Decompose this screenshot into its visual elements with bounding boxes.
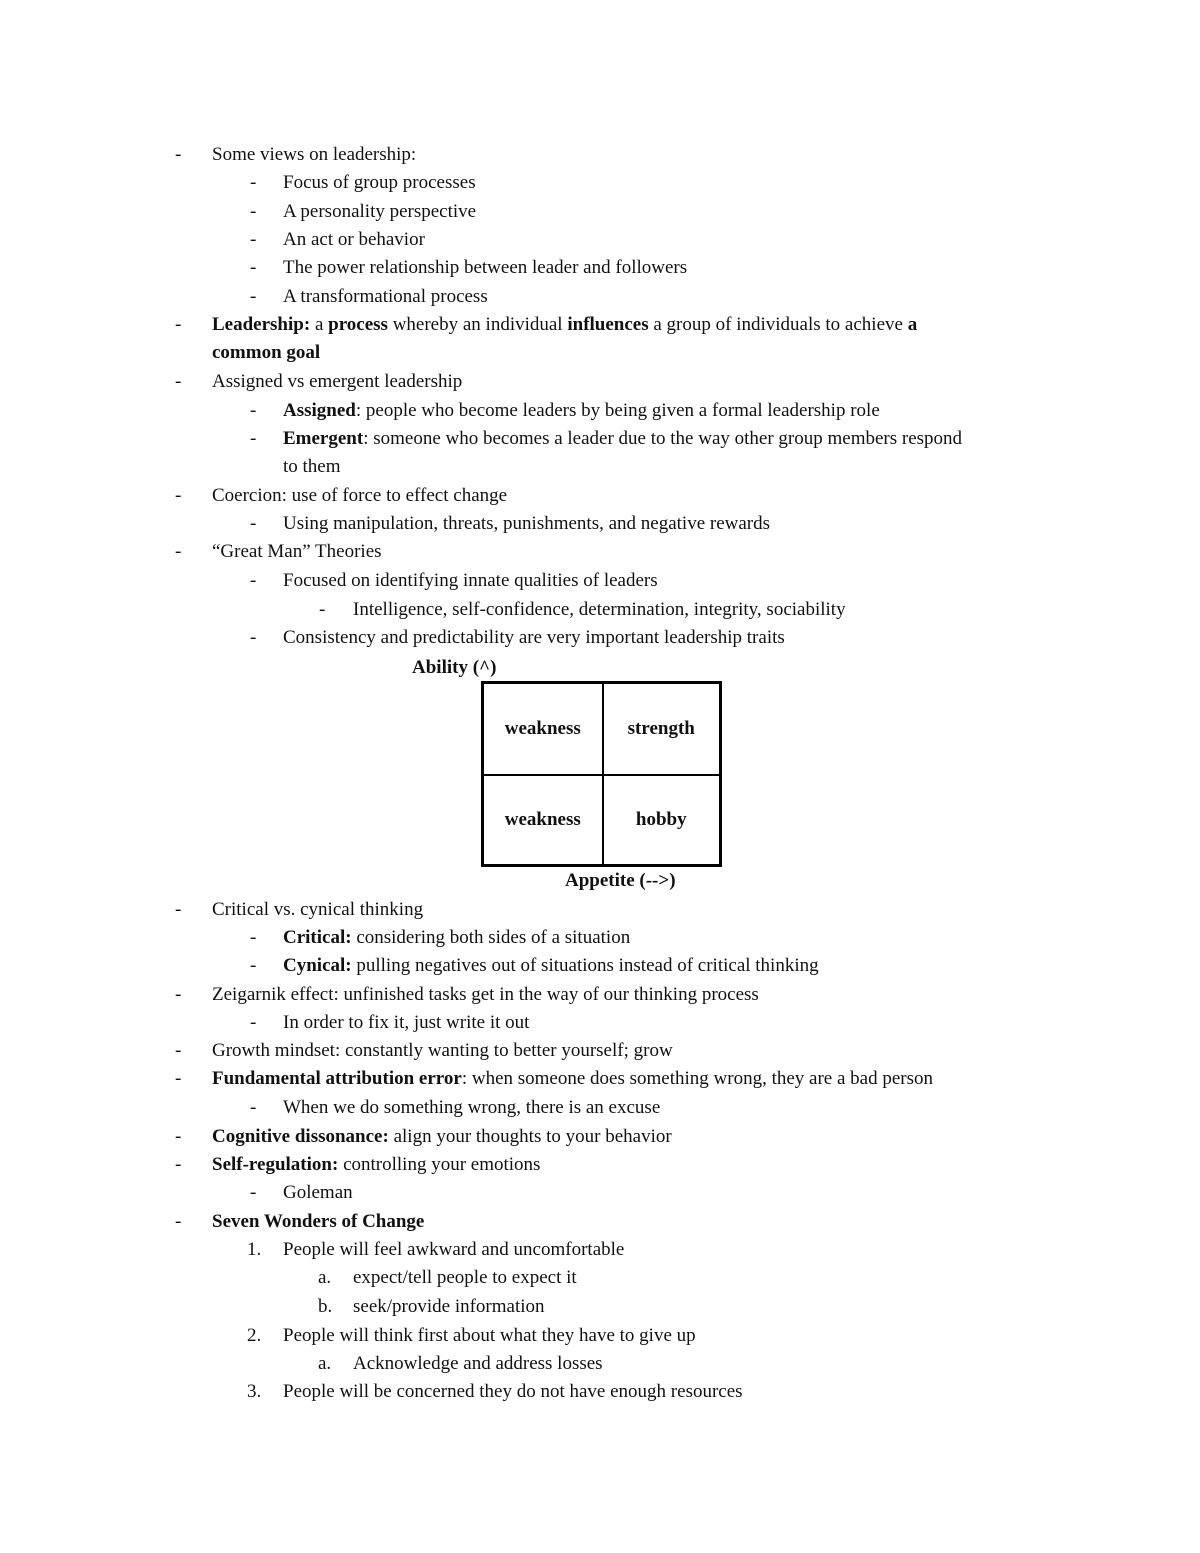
bullet-dash: - [175, 541, 182, 562]
list-letter: a. [318, 1267, 332, 1288]
bullet-dash: - [175, 984, 182, 1005]
bullet-dash: - [250, 513, 257, 534]
list-item: Critical: considering both sides of a situation [283, 927, 631, 948]
bullet-dash: - [319, 599, 326, 620]
list-item: expect/tell people to expect it [353, 1267, 577, 1288]
bullet-dash: - [175, 1126, 182, 1147]
list-item: Consistency and predictability are very important leadership traits [283, 627, 785, 648]
bullet-dash: - [250, 1012, 257, 1033]
list-letter: a. [318, 1353, 332, 1374]
list-item: People will think first about what they have to give up [283, 1325, 696, 1346]
term: process [328, 314, 388, 335]
list-item: An act or behavior [283, 229, 425, 250]
list-item: People will feel awkward and uncomfortable [283, 1239, 625, 1260]
bullet-dash: - [250, 201, 257, 222]
list-item: When we do something wrong, there is an excuse [283, 1097, 661, 1118]
list-item: The power relationship between leader and followers [283, 257, 688, 278]
list-item: Seven Wonders of Change [212, 1211, 425, 1232]
list-item: Intelligence, self-confidence, determination, integrity, sociability [353, 599, 846, 620]
bullet-dash: - [250, 1097, 257, 1118]
list-item: People will be concerned they do not have enough resources [283, 1381, 743, 1402]
bullet-dash: - [250, 229, 257, 250]
bullet-dash: - [250, 428, 257, 449]
list-item: In order to fix it, just write it out [283, 1012, 530, 1033]
matrix-cell: weakness [504, 718, 581, 739]
bullet-dash: - [175, 899, 182, 920]
bullet-dash: - [250, 927, 257, 948]
term: influences [567, 314, 649, 335]
list-item: “Great Man” Theories [212, 541, 382, 562]
bullet-dash: - [175, 1068, 182, 1089]
list-item: Using manipulation, threats, punishments, and negative rewards [283, 513, 771, 534]
bullet-dash: - [250, 286, 257, 307]
list-item: Coercion: use of force to effect change [212, 485, 508, 506]
list-number: 3. [247, 1381, 262, 1402]
list-item: seek/provide information [353, 1296, 545, 1317]
matrix-cell: strength [602, 684, 720, 774]
list-item: Assigned: people who become leaders by being given a formal leadership role [283, 400, 880, 421]
list-item: Emergent: someone who becomes a leader due to the way other group members respond [283, 428, 963, 449]
bullet-dash: - [175, 1040, 182, 1061]
list-number: 2. [247, 1325, 262, 1346]
list-item: Critical vs. cynical thinking [212, 899, 424, 920]
list-item: Self-regulation: controlling your emotions [212, 1154, 541, 1175]
matrix-x-label: Appetite (-->) [565, 870, 676, 891]
list-item: A personality perspective [283, 201, 477, 222]
bullet-dash: - [175, 485, 182, 506]
matrix-cell: hobby [602, 774, 720, 864]
leadership-definition-cont: common goal [212, 342, 321, 363]
list-item: A transformational process [283, 286, 488, 307]
matrix-cell: weakness [484, 774, 602, 864]
ability-appetite-matrix [481, 681, 722, 867]
bullet-dash: - [175, 371, 182, 392]
list-item: Focused on identifying innate qualities of leaders [283, 570, 658, 591]
list-item: Focus of group processes [283, 172, 476, 193]
list-item: Growth mindset: constantly wanting to better yourself; grow [212, 1040, 673, 1061]
list-item: Assigned vs emergent leadership [212, 371, 463, 392]
list-letter: b. [318, 1296, 333, 1317]
bullet-dash: - [250, 570, 257, 591]
bullet-dash: - [175, 1154, 182, 1175]
list-item: Acknowledge and address losses [353, 1353, 603, 1374]
bullet-dash: - [175, 1211, 182, 1232]
list-item: Fundamental attribution error: when someone does something wrong, they are a bad person [212, 1068, 933, 1089]
bullet-dash: - [250, 955, 257, 976]
list-item: Zeigarnik effect: unfinished tasks get in the way of our thinking process [212, 984, 759, 1005]
bullet-dash: - [175, 144, 182, 165]
list-item: Goleman [283, 1182, 353, 1203]
leadership-definition: Leadership: a process whereby an individual influences a group of individuals to achieve a [212, 314, 918, 335]
bullet-dash: - [175, 314, 182, 335]
list-item: Cognitive dissonance: align your thoughts to your behavior [212, 1126, 672, 1147]
list-number: 1. [247, 1239, 262, 1260]
term: Leadership: [212, 314, 311, 335]
list-item: Some views on leadership: [212, 144, 417, 165]
bullet-dash: - [250, 172, 257, 193]
matrix-y-label: Ability (^) [412, 657, 497, 678]
bullet-dash: - [250, 400, 257, 421]
term: a [907, 314, 918, 335]
list-item-cont: to them [283, 456, 341, 477]
bullet-dash: - [250, 627, 257, 648]
bullet-dash: - [250, 1182, 257, 1203]
bullet-dash: - [250, 257, 257, 278]
list-item: Cynical: pulling negatives out of situations instead of critical thinking [283, 955, 819, 976]
